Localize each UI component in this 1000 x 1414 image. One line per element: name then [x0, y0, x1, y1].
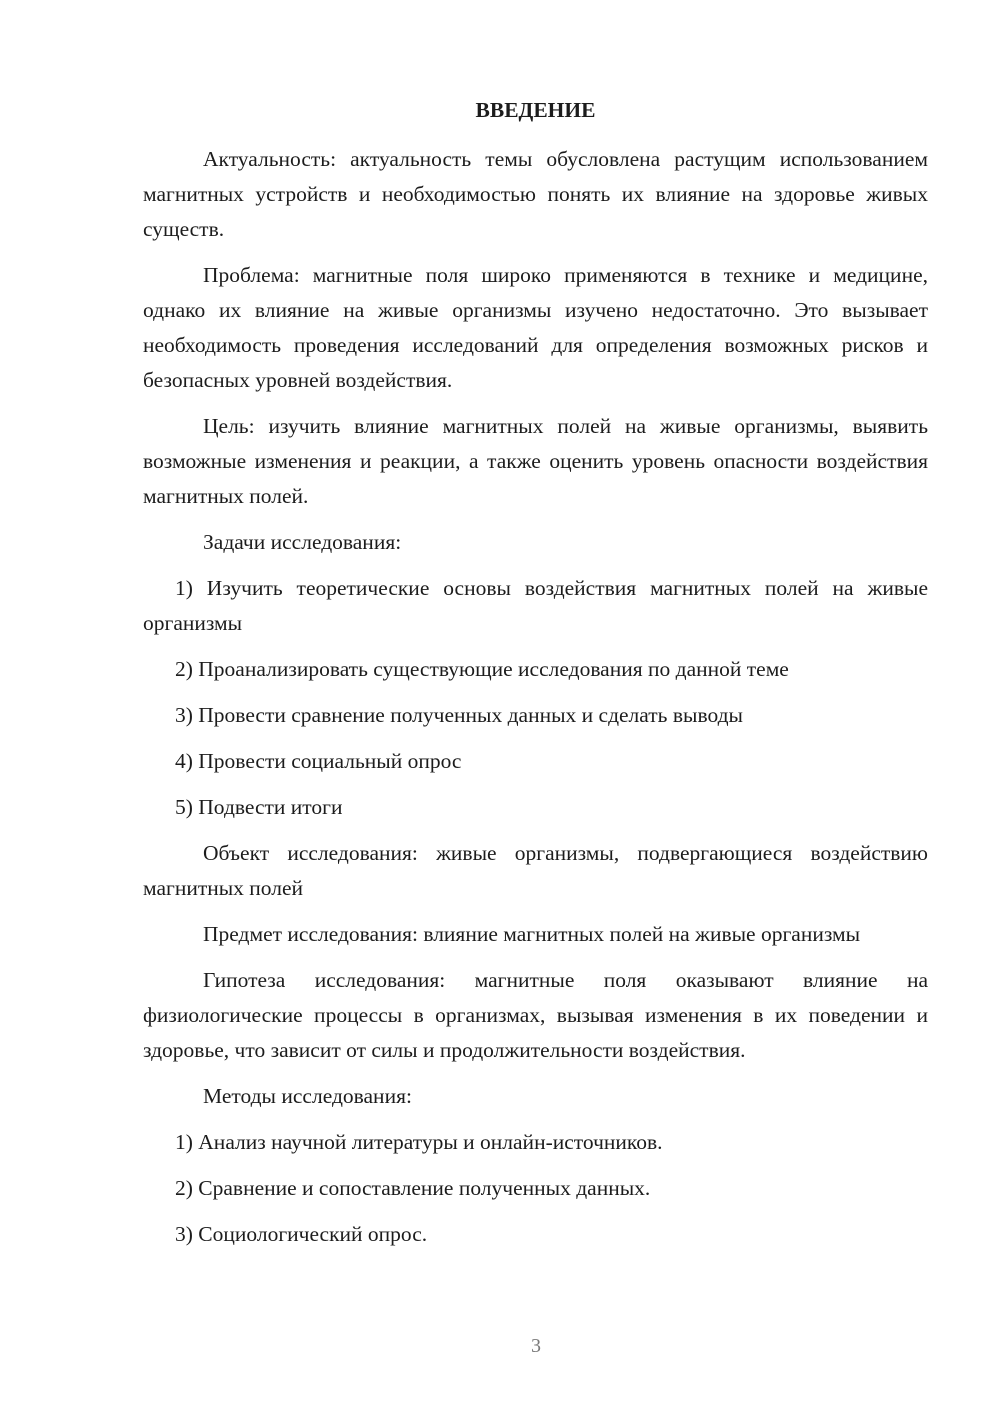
- hypothesis-paragraph: Гипотеза исследования: магнитные поля оказывают влияние на физиологические процессы в организмах, вызывая изменения в их поведении и здоровье, что зависит от силы и продолжительности воздействия.: [143, 968, 928, 1062]
- problem-paragraph: Проблема: магнитные поля широко применяются в технике и медицине, однако их влияние на живые организмы изучено недостаточно. Это вызывает необходимость проведения исследований для определения возможных рисков и безопасных уровней воздействия.: [143, 263, 928, 392]
- section-title: ВВЕДЕНИЕ: [475, 98, 596, 122]
- task-item-3: 3) Провести сравнение полученных данных и сделать выводы: [175, 703, 743, 727]
- subject-paragraph: Предмет исследования: влияние магнитных полей на живые организмы: [203, 922, 861, 946]
- methods-heading: Методы исследования:: [203, 1084, 412, 1108]
- method-item-3: 3) Социологический опрос.: [175, 1222, 428, 1246]
- object-paragraph: Объект исследования: живые организмы, подвергающиеся воздействию магнитных полей: [143, 841, 928, 900]
- task-item-5: 5) Подвести итоги: [175, 795, 343, 819]
- page-number: 3: [531, 1335, 541, 1357]
- method-item-1: 1) Анализ научной литературы и онлайн-источников.: [175, 1130, 663, 1154]
- task-item-4: 4) Провести социальный опрос: [175, 749, 462, 773]
- relevance-paragraph: Актуальность: актуальность темы обусловлена растущим использованием магнитных устройств и необходимостью понять их влияние на здоровье живых существ.: [143, 147, 928, 241]
- method-item-2: 2) Сравнение и сопоставление полученных данных.: [175, 1176, 651, 1200]
- tasks-heading: Задачи исследования:: [203, 530, 402, 554]
- task-item-2: 2) Проанализировать существующие исследования по данной теме: [175, 657, 789, 681]
- document-page: [143, 88, 928, 1263]
- task-item-1: 1) Изучить теоретические основы воздействия магнитных полей на живые организмы: [143, 576, 928, 635]
- goal-paragraph: Цель: изучить влияние магнитных полей на живые организмы, выявить возможные изменения и реакции, а также оценить уровень опасности воздействия магнитных полей.: [143, 414, 928, 508]
